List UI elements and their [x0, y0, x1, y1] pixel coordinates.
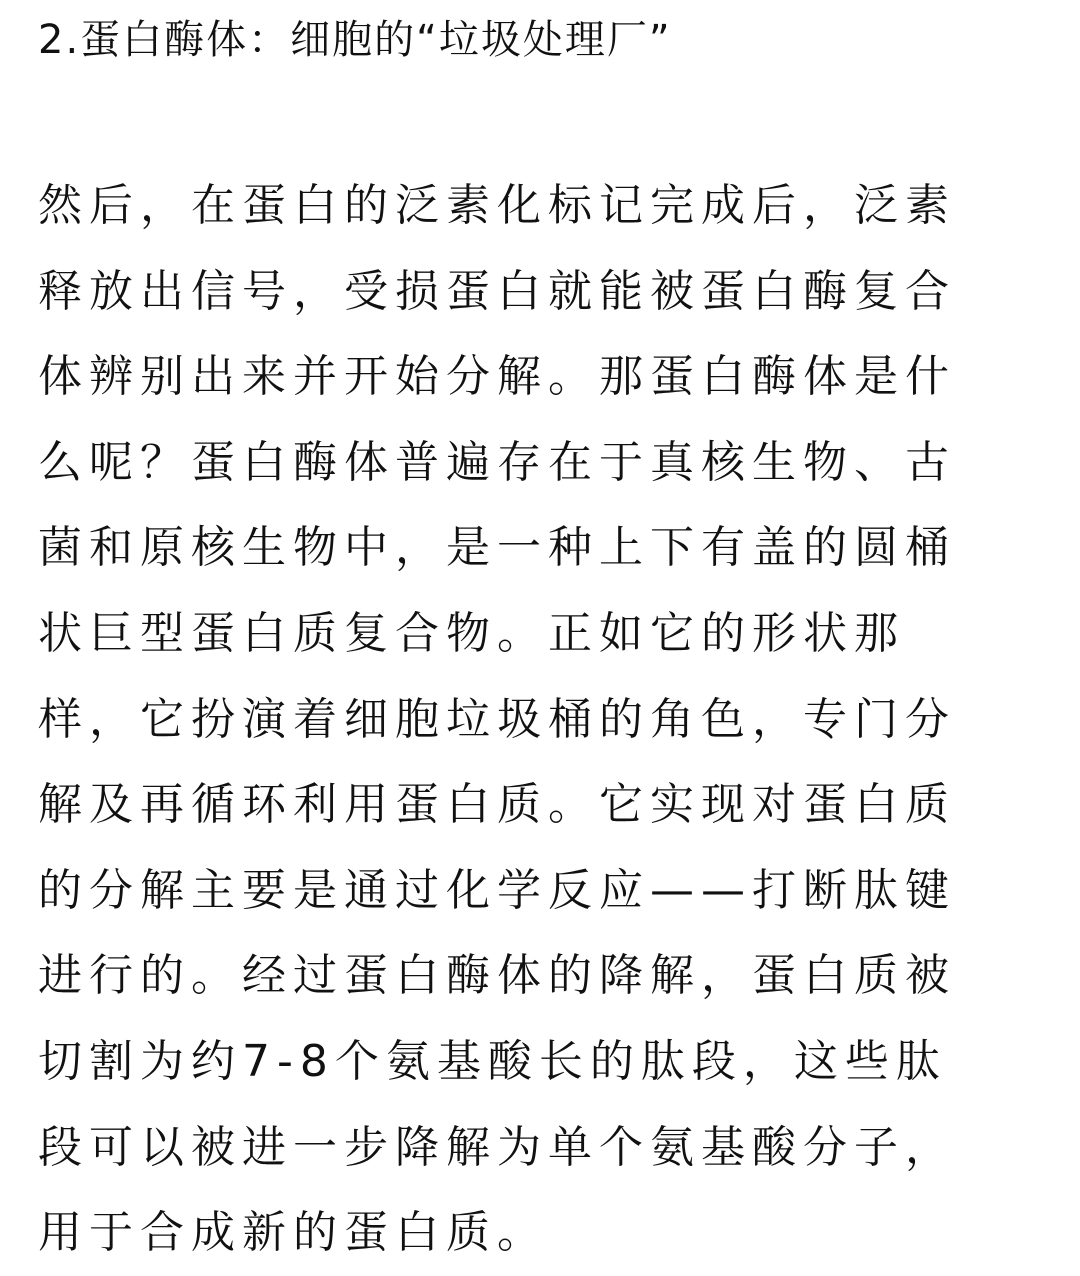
paragraph-line: 切割为约7-8个氨基酸长的肽段，这些肽 [38, 1035, 947, 1087]
paragraph-line: 的分解主要是通过化学反应——打断肽键 [38, 864, 956, 916]
paragraph-line: 解及再循环利用蛋白质。它实现对蛋白质 [38, 779, 956, 831]
paragraph-line: 段可以被进一步降解为单个氨基酸分子， [38, 1121, 956, 1173]
paragraph-line: 菌和原核生物中，是一种上下有盖的圆桶 [38, 522, 956, 574]
section-heading: 2.蛋白酶体：细胞的“垃圾处理厂” [38, 17, 672, 63]
paragraph-line: 进行的。经过蛋白酶体的降解，蛋白质被 [38, 950, 956, 1002]
paragraph-line: 用于合成新的蛋白质。 [38, 1207, 548, 1259]
paragraph-line: 然后，在蛋白的泛素化标记完成后，泛素 [38, 180, 956, 231]
paragraph-line: 样，它扮演着细胞垃圾桶的角色，专门分 [38, 693, 956, 745]
paragraph-line: 么呢？蛋白酶体普遍存在于真核生物、古 [38, 436, 956, 488]
article-paragraph [38, 163, 1048, 1276]
paragraph-line: 状巨型蛋白质复合物。正如它的形状那 [38, 607, 905, 659]
paragraph-line: 体辨别出来并开始分解。那蛋白酶体是什 [38, 351, 956, 403]
paragraph-line: 释放出信号，受损蛋白就能被蛋白酶复合 [38, 265, 956, 317]
